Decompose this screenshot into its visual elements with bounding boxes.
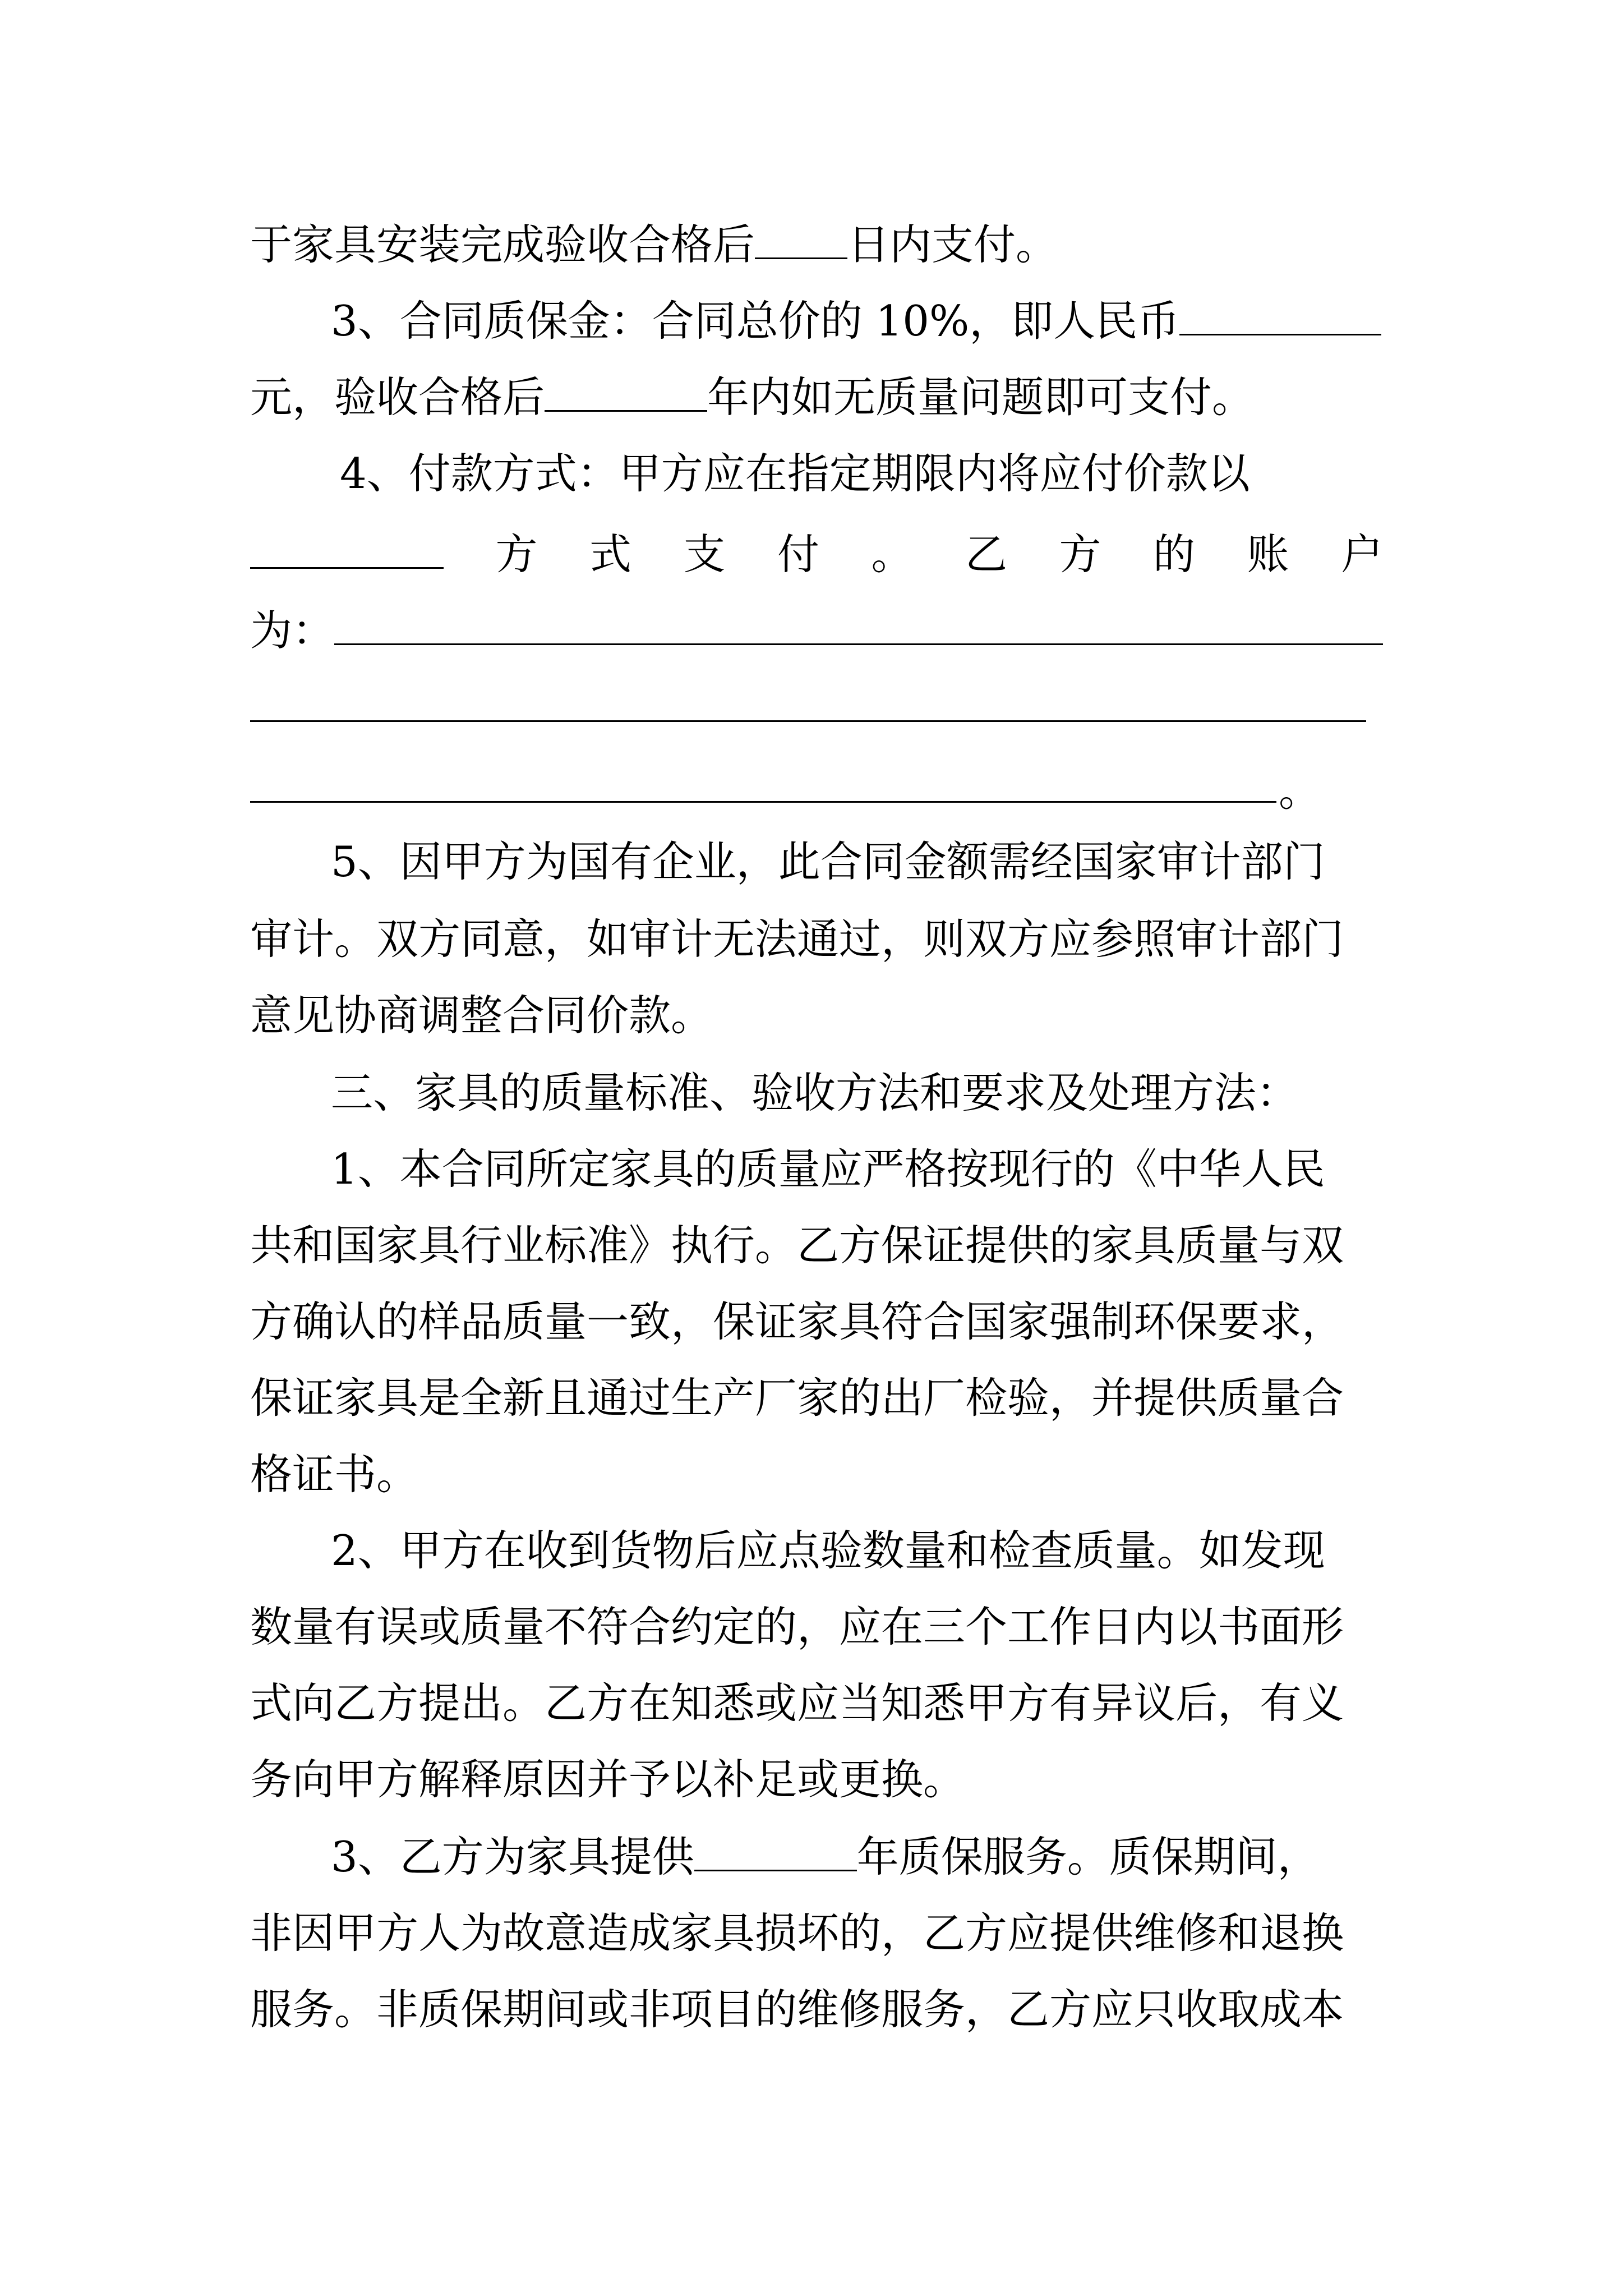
spread-char: 式 — [589, 530, 631, 579]
payment-method-line-1 — [340, 447, 1392, 500]
text-fragment: 年质保服务。质保期间， — [856, 1832, 1320, 1881]
paragraph-line: 1、本合同所定家具的质量应严格按现行的《中华人民 — [331, 1144, 1325, 1194]
spread-char: 支 — [683, 530, 726, 579]
warranty-deposit-line-2 — [250, 370, 1383, 424]
paragraph-line: 保证家具是全新且通过生产厂家的出厂检验，并提供质量合 — [250, 1373, 1344, 1423]
spread-char: 乙 — [965, 530, 1007, 579]
text-fragment: 为： — [250, 606, 335, 655]
text-fragment: 元，验收合格后 — [250, 372, 545, 422]
blank-account-line-2[interactable] — [250, 720, 1366, 722]
paragraph-line: 数量有误或质量不符合约定的，应在三个工作日内以书面形 — [250, 1602, 1344, 1651]
text-fragment: 于家具安装完成验收合格后 — [250, 220, 755, 269]
warranty-service-line-1 — [331, 1830, 1383, 1884]
paragraph-line: 意见协商调整合同价款。 — [250, 991, 713, 1040]
paragraph-line: 审计。双方同意，如审计无法通过，则双方应参照审计部门 — [250, 914, 1344, 964]
spread-char: 户 — [1340, 530, 1383, 579]
text-fragment: 4、付款方式：甲方应在指定期限内将应付价款以 — [340, 449, 1250, 498]
paragraph-line: 2、甲方在收到货物后应点验数量和检查质量。如发现 — [331, 1526, 1325, 1575]
end-period: 。 — [1279, 766, 1321, 816]
spread-char: 的 — [1152, 530, 1195, 579]
blank-days-field[interactable] — [755, 218, 847, 259]
blank-account-line-3[interactable] — [250, 801, 1276, 803]
section-heading: 三、家具的质量标准、验收方法和要求及处理方法： — [331, 1068, 1299, 1117]
paragraph-line: 服务。非质保期间或非项目的维修服务，乙方应只收取成本 — [250, 1985, 1344, 2034]
spread-char: 方 — [495, 530, 538, 579]
paragraph-line: 非因甲方人为故意造成家具损坏的，乙方应提供维修和退换 — [250, 1908, 1344, 1958]
payment-term-line — [250, 218, 1383, 272]
spread-char: 。 — [871, 530, 914, 579]
text-fragment: 3、乙方为家具提供 — [331, 1832, 694, 1881]
paragraph-line: 务向甲方解释原因并予以补足或更换。 — [250, 1755, 966, 1804]
blank-amount-field[interactable] — [1179, 295, 1381, 335]
text-fragment: 3、合同质保金：合同总价的 10%，即人民币 — [331, 296, 1180, 346]
warranty-deposit-line-1 — [331, 294, 1383, 348]
payment-account-line — [250, 604, 1383, 657]
text-fragment: 日内支付。 — [847, 220, 1058, 269]
paragraph-line: 方确认的样品质量一致，保证家具符合国家强制环保要求， — [250, 1297, 1344, 1346]
spread-char: 付 — [777, 530, 819, 579]
blank-payment-method-field[interactable] — [250, 528, 444, 569]
blank-account-field[interactable] — [334, 604, 1383, 645]
blank-years-field[interactable] — [545, 371, 707, 412]
payment-method-line-2 — [250, 527, 1383, 581]
paragraph-line: 格证书。 — [250, 1450, 419, 1499]
paragraph-line: 式向乙方提出。乙方在知悉或应当知悉甲方有异议后，有义 — [250, 1678, 1344, 1728]
spread-char: 账 — [1247, 530, 1289, 579]
paragraph-line: 5、因甲方为国有企业，此合同金额需经国家审计部门 — [331, 837, 1325, 886]
blank-warranty-years-field[interactable] — [694, 1830, 857, 1871]
spread-char: 方 — [1059, 530, 1101, 579]
paragraph-line: 共和国家具行业标准》执行。乙方保证提供的家具质量与双 — [250, 1221, 1344, 1270]
text-fragment: 年内如无质量问题即可支付。 — [707, 372, 1255, 422]
